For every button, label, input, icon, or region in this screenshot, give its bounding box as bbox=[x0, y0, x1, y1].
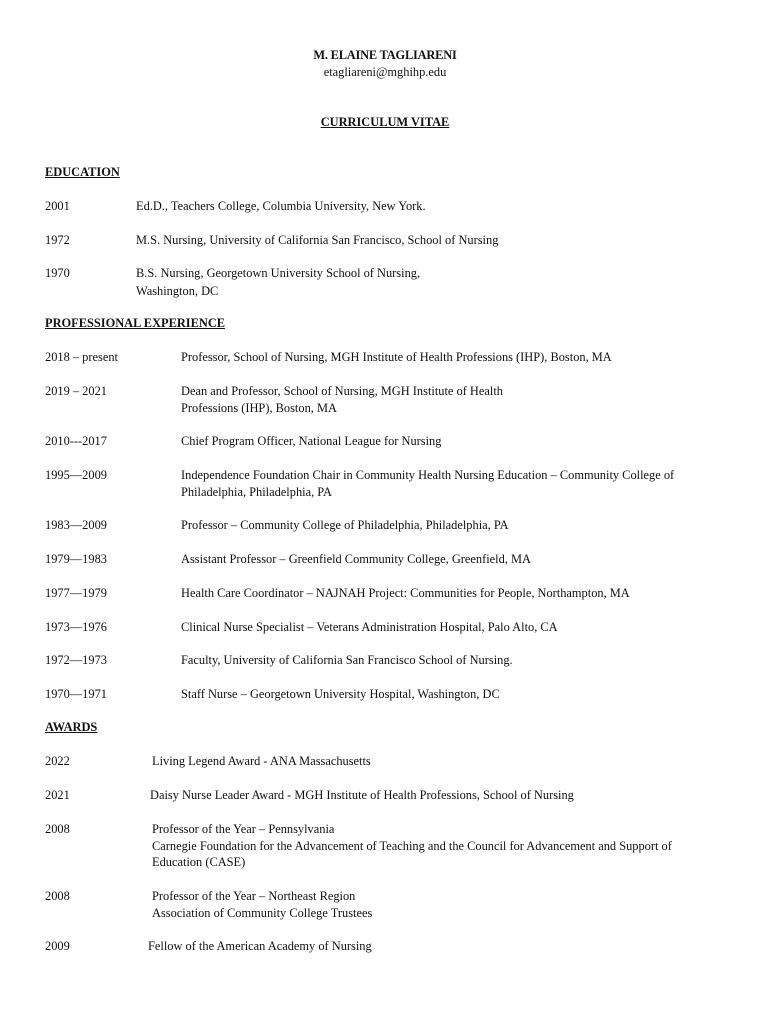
cv-author-name: M. ELAINE TAGLIARENI bbox=[313, 48, 457, 62]
entry-description: B.S. Nursing, Georgetown University School of Nursing, bbox=[136, 266, 421, 280]
entry-description: Professor – Community College of Philadelphia, Philadelphia, PA bbox=[181, 518, 509, 532]
entry-year: 2009 bbox=[45, 939, 70, 953]
education-heading: EDUCATION bbox=[45, 165, 120, 179]
entry-year: 2008 bbox=[45, 889, 70, 903]
entry-description: Professor of the Year – Northeast Region bbox=[152, 889, 356, 903]
entry-year: 1970 bbox=[45, 266, 70, 280]
entry-description: Philadelphia, Philadelphia, PA bbox=[181, 485, 332, 499]
entry-description: Washington, DC bbox=[136, 284, 219, 298]
awards-heading: AWARDS bbox=[45, 720, 98, 734]
document-title: CURRICULUM VITAE bbox=[320, 115, 450, 129]
entry-year: 2018 – present bbox=[45, 350, 118, 364]
entry-year: 2021 bbox=[45, 788, 70, 802]
entry-description: Ed.D., Teachers College, Columbia University, New York. bbox=[136, 199, 426, 213]
experience-heading: PROFESSIONAL EXPERIENCE bbox=[45, 316, 226, 330]
entry-description: Professor, School of Nursing, MGH Institute of Health Professions (IHP), Boston, MA bbox=[181, 350, 612, 364]
entry-year: 1972 bbox=[45, 233, 70, 247]
entry-description: Dean and Professor, School of Nursing, MGH Institute of Health bbox=[181, 384, 503, 398]
entry-description: M.S. Nursing, University of California San Francisco, School of Nursing bbox=[136, 233, 499, 247]
entry-year: 2001 bbox=[45, 199, 70, 213]
entry-year: 1983—2009 bbox=[45, 518, 107, 532]
entry-year: 1979—1983 bbox=[45, 552, 107, 566]
entry-description: Staff Nurse – Georgetown University Hospital, Washington, DC bbox=[181, 687, 500, 701]
entry-description: Professor of the Year – Pennsylvania bbox=[152, 822, 335, 836]
entry-description: Clinical Nurse Specialist – Veterans Administration Hospital, Palo Alto, CA bbox=[181, 620, 558, 634]
entry-description: Daisy Nurse Leader Award - MGH Institute of Health Professions, School of Nursing bbox=[150, 788, 574, 802]
entry-description: Carnegie Foundation for the Advancement of Teaching and the Council for Advancement and Support of bbox=[152, 839, 672, 853]
author-email: etagliareni@mghihp.edu bbox=[323, 65, 447, 79]
entry-description: Living Legend Award - ANA Massachusetts bbox=[152, 754, 371, 768]
entry-year: 2008 bbox=[45, 822, 70, 836]
entry-year: 1972—1973 bbox=[45, 653, 107, 667]
entry-year: 2010---2017 bbox=[45, 434, 107, 448]
entry-description: Health Care Coordinator – NAJNAH Project: Communities for People, Northampton, MA bbox=[181, 586, 630, 600]
entry-description: Professions (IHP), Boston, MA bbox=[181, 401, 337, 415]
entry-year: 1970—1971 bbox=[45, 687, 107, 701]
entry-year: 1995—2009 bbox=[45, 468, 107, 482]
entry-description: Fellow of the American Academy of Nursing bbox=[148, 939, 372, 953]
entry-year: 2019 – 2021 bbox=[45, 384, 107, 398]
entry-description: Chief Program Officer, National League for Nursing bbox=[181, 434, 442, 448]
entry-description: Education (CASE) bbox=[152, 855, 246, 869]
entry-year: 1977—1979 bbox=[45, 586, 107, 600]
entry-description: Association of Community College Trustees bbox=[152, 906, 373, 920]
entry-description: Independence Foundation Chair in Community Health Nursing Education – Community College of bbox=[181, 468, 675, 482]
entry-description: Faculty, University of California San Francisco School of Nursing. bbox=[181, 653, 513, 667]
entry-year: 2022 bbox=[45, 754, 70, 768]
entry-year: 1973—1976 bbox=[45, 620, 107, 634]
entry-description: Assistant Professor – Greenfield Community College, Greenfield, MA bbox=[181, 552, 531, 566]
